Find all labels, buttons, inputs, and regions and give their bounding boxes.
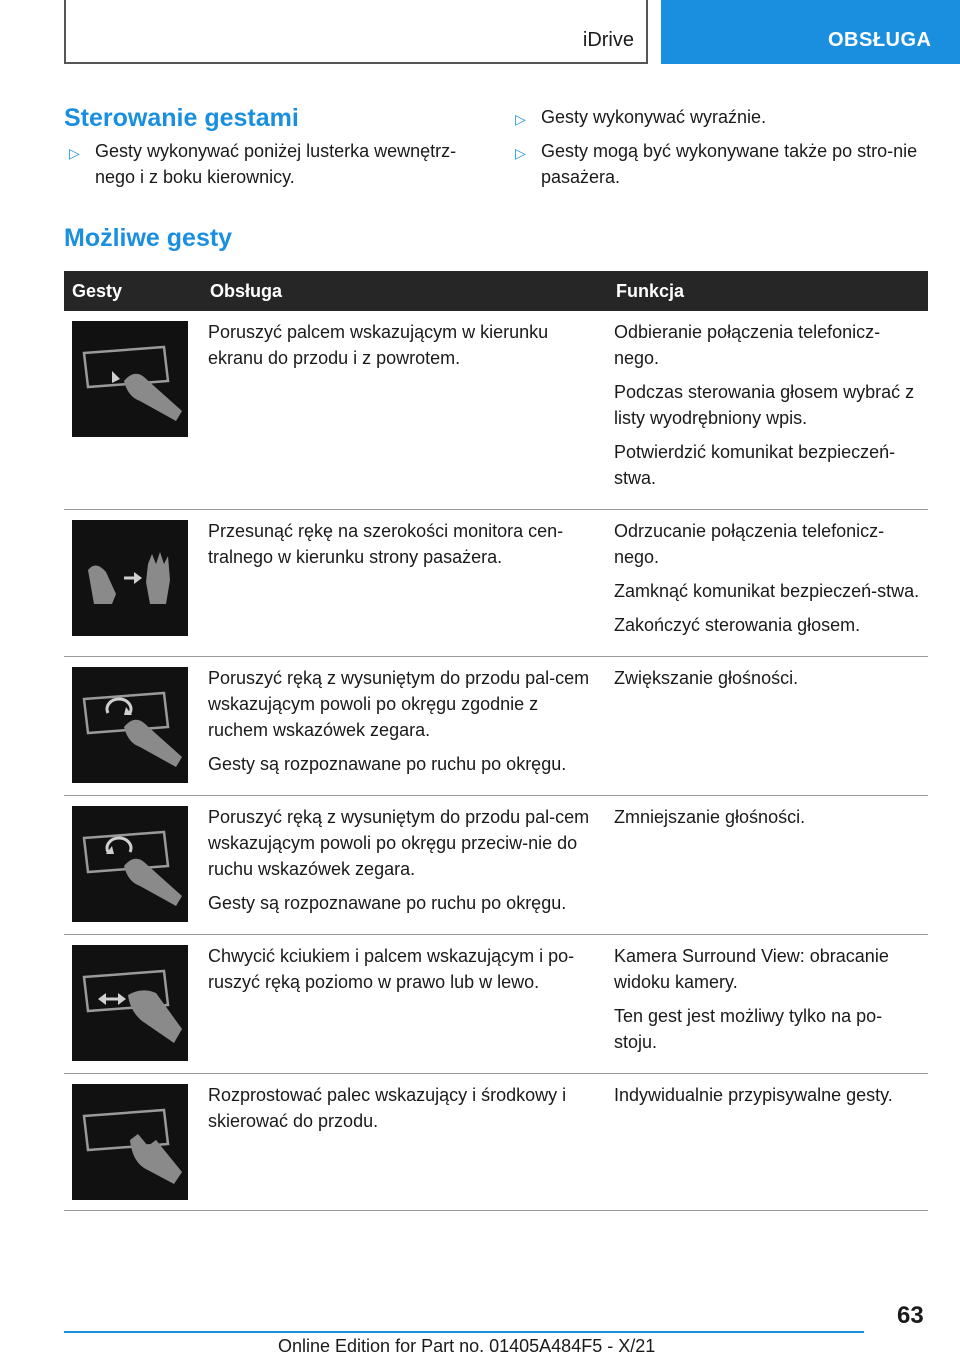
col-header-gestures: Gesty [64,271,202,311]
section-title-gesture-control: Sterowanie gestami [64,104,299,132]
circle-clockwise-gesture-icon [72,667,188,783]
footer-edition-text: Online Edition for Part no. 01405A484F5 - X/21 [278,1336,656,1356]
header-section-label: iDrive [582,29,634,51]
table-header-row [64,271,928,311]
section-title-possible-gestures: Możliwe gesty [64,224,233,252]
bullet-text: Gesty wykonywać poniżej lusterka wewnętrz-nego i z boku kierownicy. [95,141,457,187]
table-row [64,796,928,935]
bullet-item [64,138,484,190]
col-header-operation: Obsługa [202,271,608,311]
footer-divider [64,1331,864,1333]
function-text: Zamknąć komunikat bezpieczeń-stwa. [614,581,920,601]
triangle-bullet-icon: ▷ [515,111,526,127]
operation-text: Rozprostować palec wskazujący i środkowy i skierować do przodu. [208,1085,567,1131]
finger-forward-back-gesture-icon [72,321,188,437]
table-row [64,311,928,510]
function-text: Odbieranie połączenia telefonicz-nego. [614,322,881,368]
two-fingers-gesture-icon [72,1084,188,1200]
function-text: Kamera Surround View: obracanie widoku kamery. [614,946,889,992]
hand-swipe-gesture-icon [72,520,188,636]
function-text: Odrzucanie połączenia telefonicz-nego. [614,521,885,567]
header-section-box [64,0,648,64]
operation-text: Poruszyć palcem wskazującym w kierunku ekranu do przodu i z powrotem. [208,322,549,368]
function-text: Zakończyć sterowania głosem. [614,615,861,635]
header-chapter-label: OBSŁUGA [828,29,932,51]
header-chapter-box [661,0,960,64]
operation-text: Gesty są rozpoznawane po ruchu po okręgu. [208,893,567,913]
operation-text: Poruszyć ręką z wysuniętym do przodu pal-cem wskazującym powoli po okręgu przeciw-nie do ruchu wskazówek zegara. [208,807,590,879]
operation-text: Przesunąć rękę na szerokości monitora cen-tralnego w kierunku strony pasażera. [208,521,564,567]
function-text: Zwiększanie głośności. [614,668,799,688]
table-row [64,935,928,1074]
triangle-bullet-icon: ▷ [69,145,80,161]
function-text: Ten gest jest możliwy tylko na po-stoju. [614,1006,883,1052]
function-text: Potwierdzić komunikat bezpieczeń-stwa. [614,442,896,488]
triangle-bullet-icon: ▷ [515,145,526,161]
pinch-swipe-gesture-icon [72,945,188,1061]
operation-text: Poruszyć ręką z wysuniętym do przodu pal-cem wskazującym powoli po okręgu zgodnie z ruchem wskazówek zegara. [208,668,590,740]
table-row [64,1074,928,1211]
col-header-function: Funkcja [608,271,928,311]
bullet-list-right [510,104,930,198]
operation-text: Gesty są rozpoznawane po ruchu po okręgu. [208,754,567,774]
gestures-table [64,271,928,1211]
function-text: Podczas sterowania głosem wybrać z listy wyodrębniony wpis. [614,382,915,428]
circle-counterclockwise-gesture-icon [72,806,188,922]
table-row [64,510,928,657]
bullet-item [510,104,930,130]
table-row [64,657,928,796]
bullet-list-left [64,138,484,198]
function-text: Zmniejszanie głośności. [614,807,806,827]
bullet-text: Gesty mogą być wykonywane także po stro-nie pasażera. [541,141,918,187]
bullet-text: Gesty wykonywać wyraźnie. [541,107,767,127]
function-text: Indywidualnie przypisywalne gesty. [614,1085,893,1105]
bullet-item [510,138,930,190]
page-number: 63 [897,1302,924,1329]
operation-text: Chwycić kciukiem i palcem wskazującym i po-ruszyć ręką poziomo w prawo lub w lewo. [208,946,575,992]
